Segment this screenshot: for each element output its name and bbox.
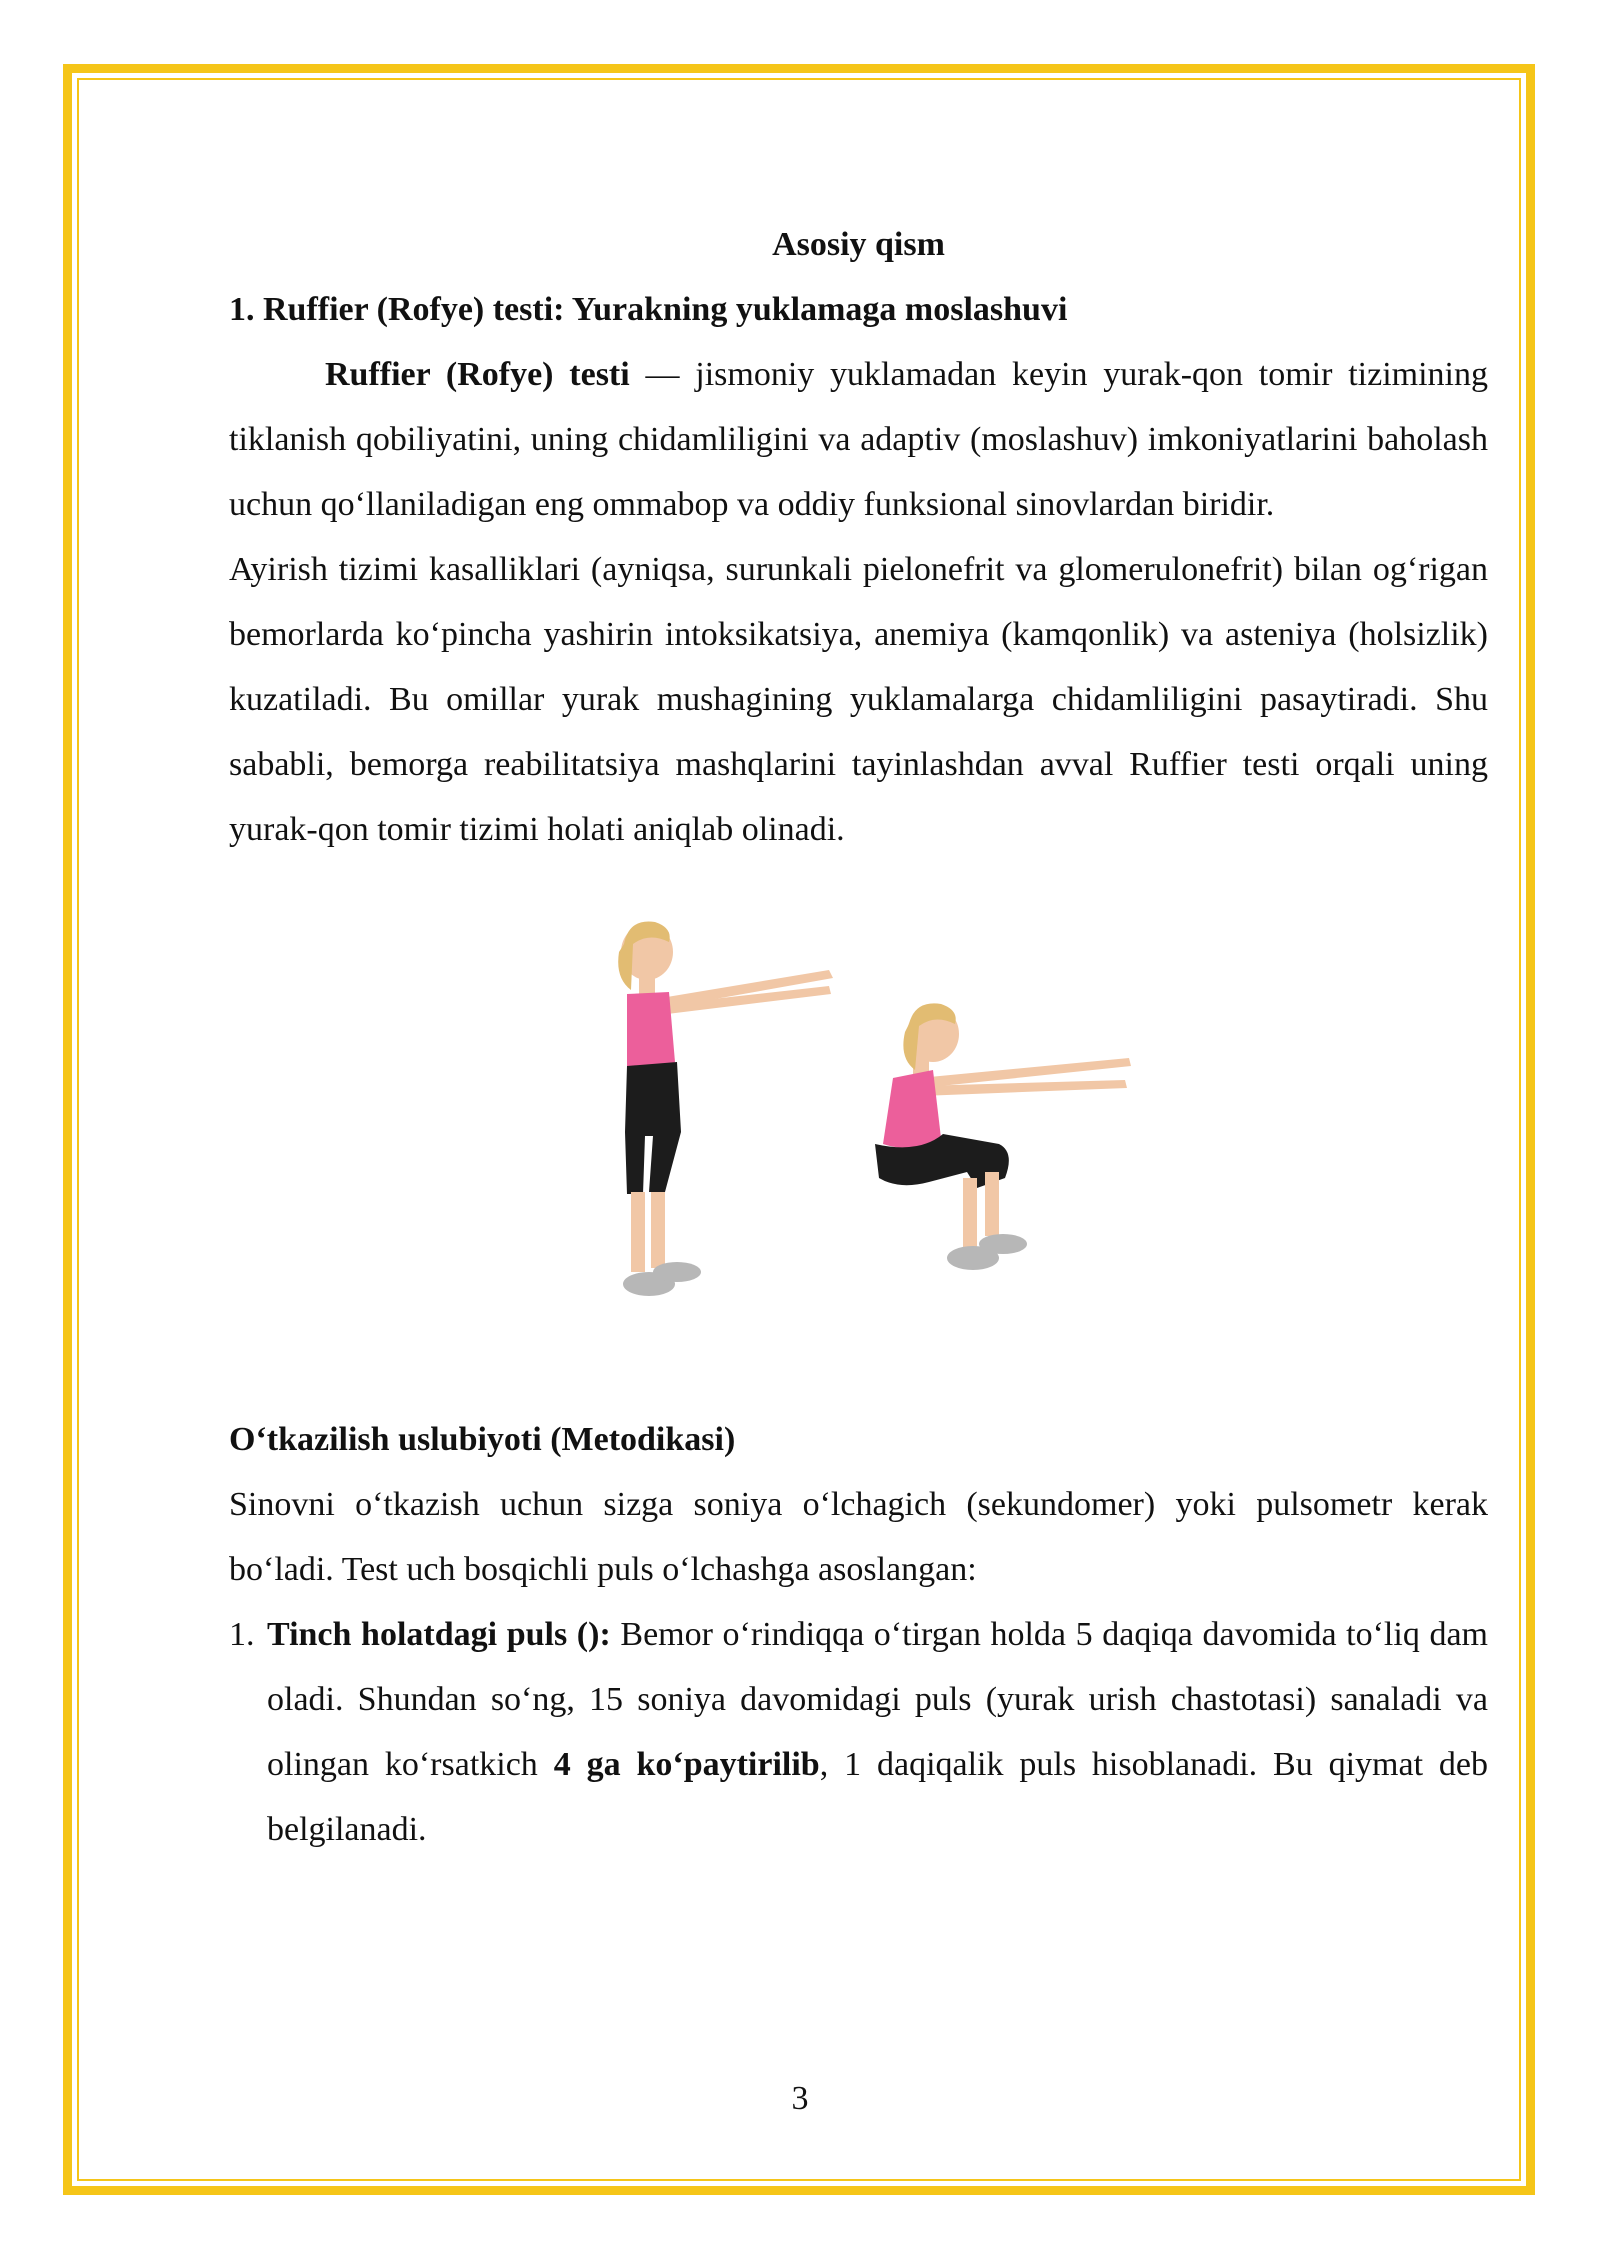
standing-figure (618, 921, 833, 1296)
standing-top (627, 992, 675, 1072)
squatting-figure (875, 1003, 1131, 1270)
squat-exercise-image (229, 882, 1488, 1347)
page-heading: Asosiy qism (772, 226, 945, 263)
intro-text: — jismoniy yuklamadan keyin yurak-qon tomir tizimining tiklanish qobiliyatini, uning chidamliligini va adaptiv (moslashuv) imkoniyatlarini baholash uchun qo‘llaniladigan eng ommabop va oddiy funksional sinovlardan biridir. (229, 356, 1488, 523)
context-paragraph: Ayirish tizimi kasalliklari (ayniqsa, surunkali pielonefrit va glomerulonefrit) bilan og‘rigan bemorlarda ko‘pincha yashirin intoksikatsiya, anemiya (kamqonlik) va asteniya (holsizlik) kuzatiladi. Bu omillar yurak mushagining yuklamalarga chidamliligini pasaytiradi. Shu sababli, bemorga reabilitatsiya mashqlarini tayinlashdan avval Ruffier testi orqali uning yurak-qon tomir tizimi holati aniqlab olinadi. (229, 551, 1488, 848)
standing-pants (625, 1062, 681, 1194)
list-item-bold-title: Tinch holatdagi puls (): (267, 1616, 611, 1653)
list-item-text: Bemor o‘rindiqqa o‘tirgan holda 5 daqiqa davomida to‘liq dam oladi. Shundan so‘ng, 15 soniya davomidagi puls (yurak urish chastotasi) sanaladi va olingan ko‘rsatkich (267, 1616, 1488, 1783)
methodology-paragraph: Sinovni o‘tkazish uchun sizga soniya o‘lchagich (sekundomer) yoki pulsometr kerak bo‘ladi. Test uch bosqichli puls o‘lchashga asoslangan: (229, 1486, 1488, 1588)
intro-bold-term: Ruffier (Rofye) testi (325, 356, 630, 393)
steps-list (229, 1602, 1488, 1862)
squatting-top (883, 1070, 941, 1148)
standing-shoe-right (653, 1262, 701, 1282)
list-item (229, 1602, 1488, 1862)
squatting-shoe-right (979, 1234, 1027, 1254)
page-number: 3 (791, 2080, 809, 2117)
document-body (229, 212, 1488, 1862)
list-item-number: 1. (229, 1616, 255, 1653)
list-item-bold-emphasis: 4 ga ko‘paytirilib (553, 1746, 820, 1783)
methodology-heading: O‘tkazilish uslubiyoti (Metodikasi) (229, 1421, 736, 1458)
intro-paragraph (229, 342, 1488, 537)
list-item-text-end: , 1 daqiqalik puls hisoblanadi. Bu qiymat deb belgilanadi. (267, 1746, 1489, 1848)
squat-illustration (229, 882, 1488, 1347)
section-heading: 1. Ruffier (Rofye) testi: Yurakning yuklamaga moslashuvi (229, 291, 1068, 328)
